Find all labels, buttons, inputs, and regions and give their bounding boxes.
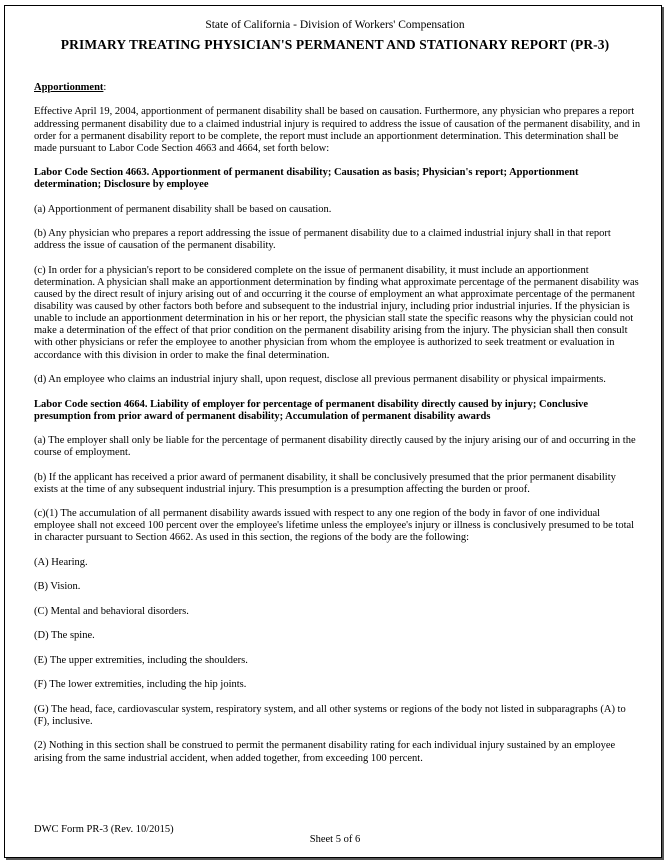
agency-name: State of California - Division of Workers' Compensation	[205, 19, 465, 31]
lc4663-c: (c) In order for a physician's report to be considered complete on the issue of permanent disability, it must include an apportionment determination. A physician shall make an apportionment determination by finding what approximate percentage of the permanent disability was caused by the direct result of injury arising out of and occurring it the course of employment an what approximate percentage of the permanent disability was caused by other factors both before and subsequent to the industrial injury, including prior industrial injuries. If the physician is unable to include an apportionment determination in his or her report, the physician stall state the specific reasons why the physician could not make a determination of the effect of that prior condition on the permanent disability arising from the injury. The physician shall then consult with other physicians or refer the employee to another physician from whom the employee is authorized to seek treatment or evaluation in accordance with this division in order to make the final determination.	[34, 264, 639, 361]
document-body	[34, 82, 642, 777]
lc4664-b: (b) If the applicant has received a prior award of permanent disability, it shall be conclusively presumed that the prior permanent disability exists at the time of any subsequent industrial injury. This presumption is a presumption affecting the burden or proof.	[34, 471, 616, 495]
region-a: (A) Hearing.	[34, 556, 88, 568]
lc4663-a: (a) Apportionment of permanent disability shall be based on causation.	[34, 203, 332, 215]
lc4664-c2: (2) Nothing in this section shall be construed to permit the permanent disability rating for each individual injury sustained by an employee arising from the same industrial accident, when added together, from exceeding 100 percent.	[34, 740, 616, 764]
label-colon: :	[103, 82, 107, 93]
region-f: (F) The lower extremities, including the hip joints.	[34, 679, 247, 691]
lc4663-b: (b) Any physician who prepares a report addressing the issue of permanent disability due to a claimed industrial injury shall in that report address the issue of causation of the permanent disability.	[34, 228, 611, 252]
lc4663-d: (d) An employee who claims an industrial injury shall, upon request, disclose all previous permanent disability or physical impairments.	[34, 374, 606, 386]
apportionment-label: Apportionment	[34, 82, 104, 93]
section-title	[34, 82, 642, 94]
lc4664-c1: (c)(1) The accumulation of all permanent disability awards issued with respect to any one region of the body in favor of one individual employee shall not exceed 100 percent over the employee's lifetime unless the employee's injury or illness is conclusively presumed to be total in character pursuant to Section 4662. As used in this section, the regions of the body are the following:	[34, 508, 635, 544]
region-b: (B) Vision.	[34, 581, 81, 593]
lc4664-a: (a) The employer shall only be liable for the percentage of permanent disability directly caused by the injury arising our of and occurring in the course of employment.	[34, 435, 636, 459]
sheet-number: Sheet 5 of 6	[309, 834, 361, 845]
lc4664-heading: Labor Code section 4664. Liability of employer for percentage of permanent disability directly caused by injury; Conclusive presumption from prior award of permanent disability; Accumulation of permanent disability awards	[34, 398, 589, 422]
lc4663-heading: Labor Code Section 4663. Apportionment of permanent disability; Causation as basis; Physician's report; Apportionment determination; Disclosure by employee	[34, 167, 579, 191]
region-e: (E) The upper extremities, including the shoulders.	[34, 654, 248, 666]
region-g: (G) The head, face, cardiovascular system, respiratory system, and all other systems or regions of the body not listed in subparagraphs (A) to (F), inclusive.	[34, 703, 626, 727]
region-c: (C) Mental and behavioral disorders.	[34, 605, 189, 617]
intro-paragraph: Effective April 19, 2004, apportionment of permanent disability shall be based on causation. Furthermore, any physician who prepares a report addressing permanent disability due to a claimed industrial injury is required to address the issue of causation of the permanent disability, and in order for a permanent disability report to be complete, the report must include an apportionment determination. This determination shall be made pursuant to Labor Code Section 4663 and 4664, set forth below:	[34, 106, 641, 154]
form-number: DWC Form PR-3 (Rev. 10/2015)	[34, 824, 174, 835]
report-title: PRIMARY TREATING PHYSICIAN'S PERMANENT AND STATIONARY REPORT (PR-3)	[60, 37, 610, 52]
region-d: (D) The spine.	[34, 630, 95, 642]
